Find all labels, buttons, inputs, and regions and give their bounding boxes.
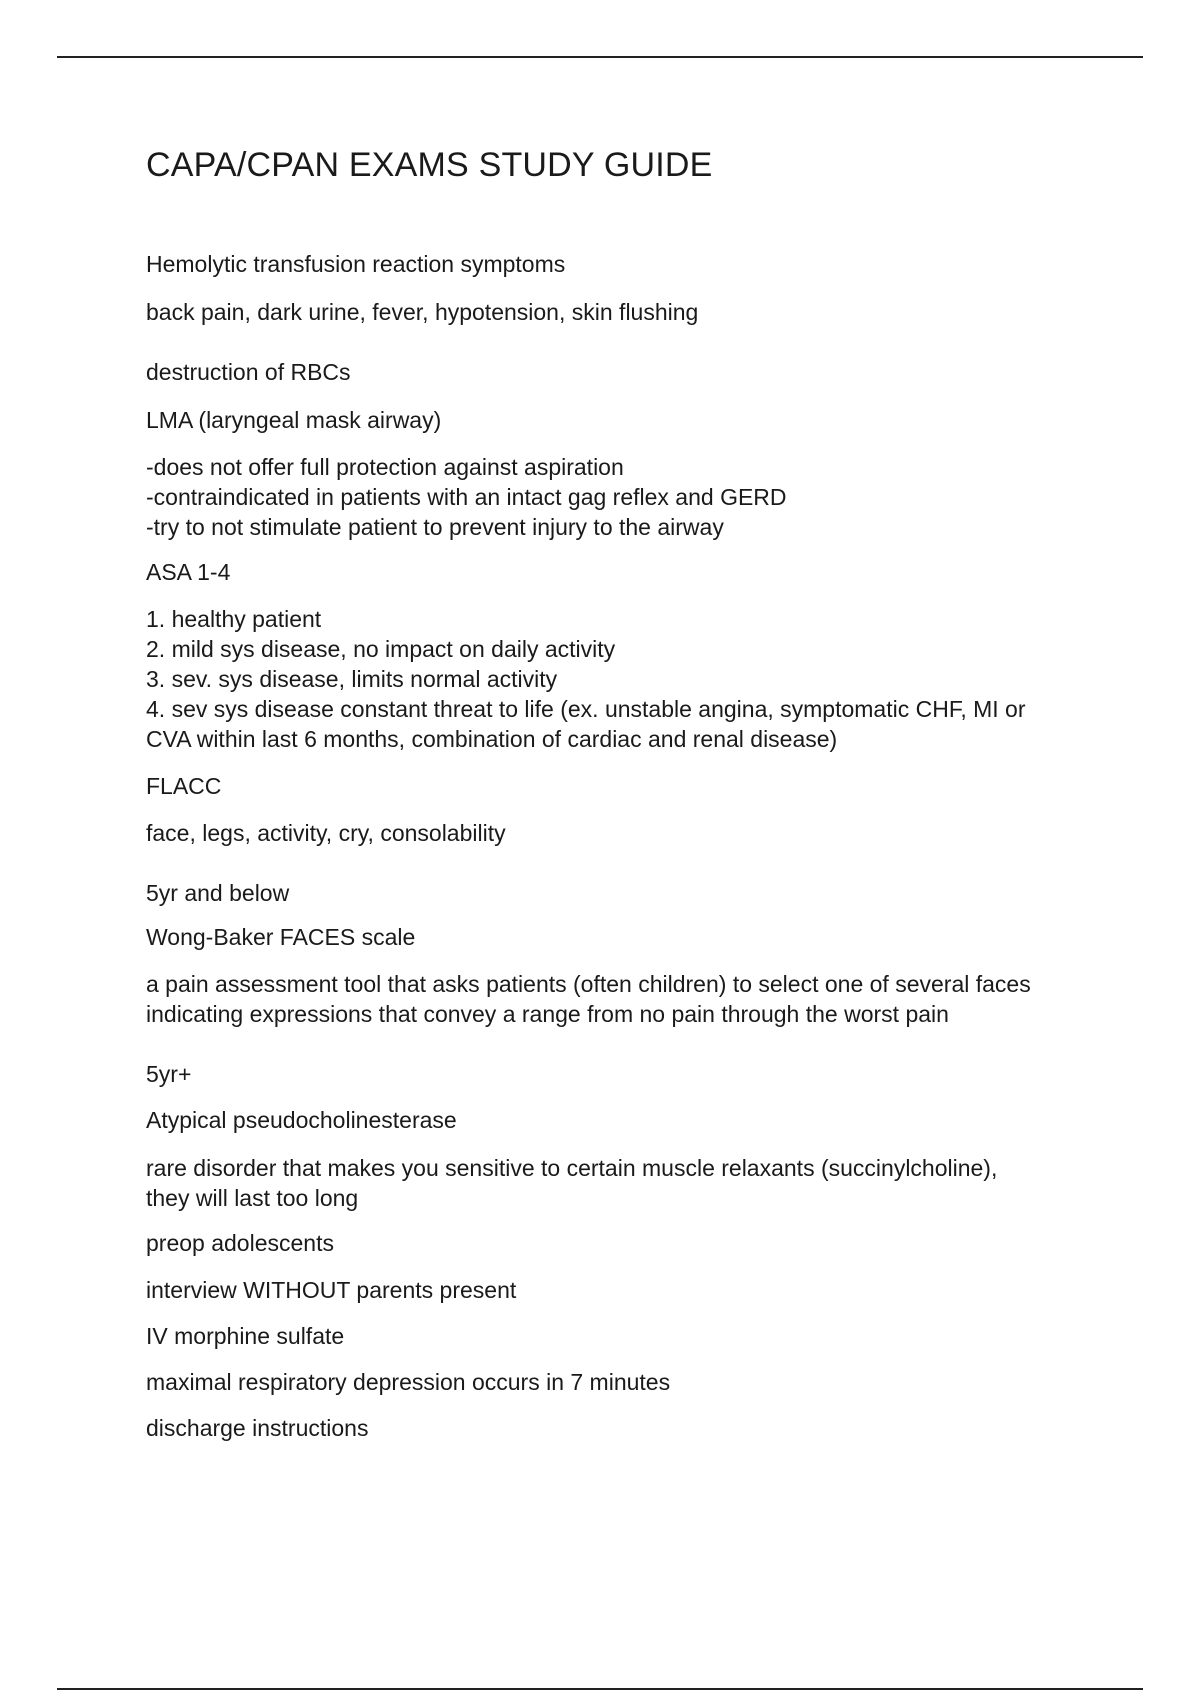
entry-term-5: Wong-Baker FACES scale bbox=[146, 924, 416, 950]
entry-term-6: Atypical pseudocholinesterase bbox=[146, 1107, 457, 1133]
entry-definition-5: a pain assessment tool that asks patients (often children) to select one of several faces indicating expressions that convey a range from no pain through the worst pain 5yr+ bbox=[146, 971, 1031, 1087]
entry-definition-7: interview WITHOUT parents present bbox=[146, 1277, 517, 1303]
entry-definition-3: 1. healthy patient 2. mild sys disease, no impact on daily activity 3. sev. sys disease, limits normal activity 4. sev sys disease constant threat to life (ex. unstable angina, symptomatic CHF, MI or CVA within last 6 months, combination of cardiac and renal disease) bbox=[146, 606, 1026, 752]
entry-term-3: ASA 1-4 bbox=[146, 559, 231, 585]
entry-definition-4: face, legs, activity, cry, consolability 5yr and below bbox=[146, 820, 506, 906]
entry-term-4: FLACC bbox=[146, 773, 222, 799]
entry-definition-6: rare disorder that makes you sensitive to certain muscle relaxants (succinylcholine), they will last too long bbox=[146, 1155, 998, 1211]
document-title: CAPA/CPAN EXAMS STUDY GUIDE bbox=[146, 146, 713, 184]
entry-term-9: discharge instructions bbox=[146, 1415, 369, 1441]
top-rule bbox=[57, 56, 1143, 58]
entry-definition-1: back pain, dark urine, fever, hypotension, skin flushing destruction of RBCs bbox=[146, 299, 699, 385]
entry-definition-2: -does not offer full protection against aspiration -contraindicated in patients with an intact gag reflex and GERD -try to not stimulate patient to prevent injury to the airway bbox=[146, 454, 787, 540]
bottom-rule bbox=[57, 1688, 1143, 1690]
entry-term-1: Hemolytic transfusion reaction symptoms bbox=[146, 251, 566, 277]
entry-term-2: LMA (laryngeal mask airway) bbox=[146, 407, 442, 433]
entry-term-8: IV morphine sulfate bbox=[146, 1323, 345, 1349]
entry-term-7: preop adolescents bbox=[146, 1230, 334, 1256]
entry-definition-8: maximal respiratory depression occurs in 7 minutes bbox=[146, 1369, 671, 1395]
